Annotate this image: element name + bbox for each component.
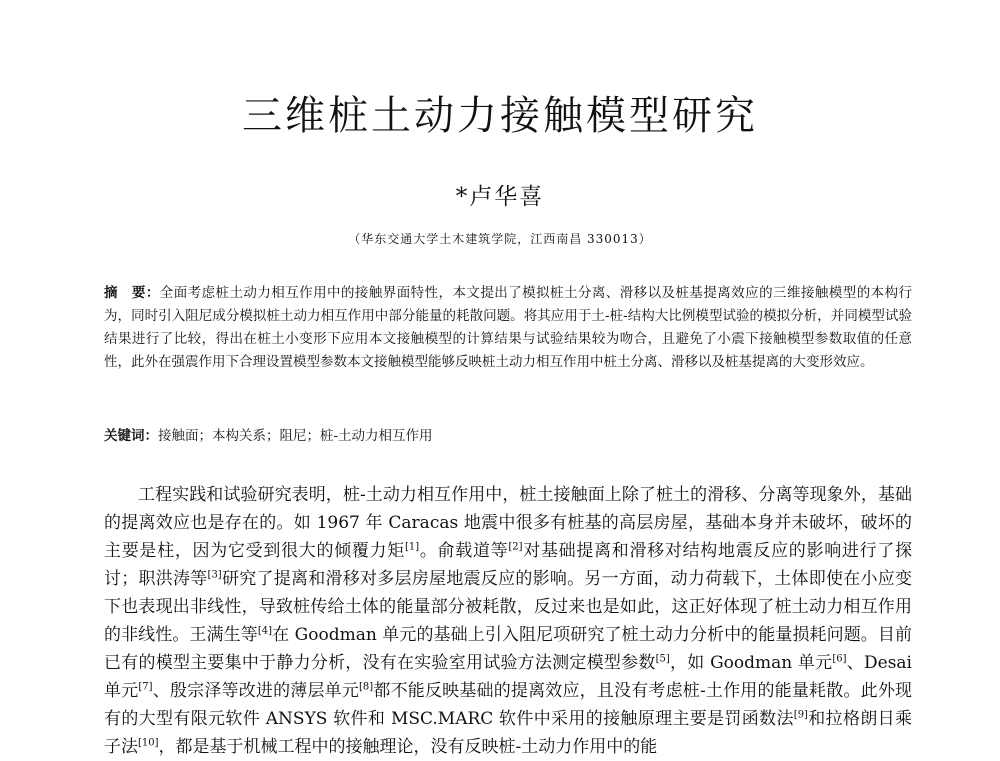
citation-ref: [6] xyxy=(832,653,847,665)
citation-ref: [5] xyxy=(655,653,670,665)
body-segment: 。俞载道等 xyxy=(419,541,509,561)
body-segment: ，如 Goodman 单元 xyxy=(669,653,833,673)
paper-title: 三维桩土动力接触模型研究 xyxy=(242,93,758,139)
keywords xyxy=(104,425,912,448)
body-segment: 和拉格朗日乘子法 xyxy=(104,709,912,757)
body-segment: 、Desai 单元 xyxy=(104,653,912,701)
citation-ref: [1] xyxy=(404,541,420,553)
citation-ref: [7] xyxy=(138,681,153,693)
citation-ref: [9] xyxy=(793,709,808,721)
citation-ref: [2] xyxy=(508,541,523,553)
body-segment: 对基础提离和滑移对结构地震反应的影响进行了探讨；职洪涛等 xyxy=(104,541,913,589)
intro-paragraph xyxy=(104,481,912,761)
body-segment: ，都是基于机械工程中的接触理论，没有反映桩-土动力作用中的能 xyxy=(158,737,658,757)
abstract-label: 摘 要： xyxy=(104,285,160,301)
author-affiliation: （华东交通大学土木建筑学院，江西南昌 330013） xyxy=(348,232,652,246)
citation-ref: [4] xyxy=(257,625,272,637)
abstract xyxy=(104,282,912,374)
abstract-text: 全面考虑桩土动力相互作用中的接触界面特性，本文提出了模拟桩土分离、滑移以及桩基提离效应的三维接触模型的本构行为，同时引入阻尼成分模拟桩土动力相互作用中部分能量的耗散问题。将其应用于土-桩-结构大比例模型试验的模拟分析，并同模型试验结果进行了比较，得出在桩土小变形下应用本文接触模型的计算结果与试验结果较为吻合，且避免了小震下接触模型参数取值的任意性，此外在强震作用下合理设置模型参数本文接触模型能够反映桩土动力相互作用中桩土分离、滑移以及桩基提离的大变形效应。 xyxy=(104,285,913,370)
body-segment: 都不能反映基础的提离效应，且没有考虑桩-土作用的能量耗散。此外现有的大型有限元软件 ANSYS 软件和 MSC.MARC 软件中采用的接触原理主要是罚函数法 xyxy=(104,681,913,729)
citation-ref: [8] xyxy=(359,681,374,693)
citation-ref: [3] xyxy=(207,569,222,581)
body-segment: 在 Goodman 单元的基础上引入阻尼项研究了桩土动力分析中的能量损耗问题。目前已有的模型主要集中于静力分析，没有在实验室用试验方法测定模型参数 xyxy=(104,625,912,673)
body-segment: 、殷宗泽等改进的薄层单元 xyxy=(152,681,360,701)
author-name: *卢华喜 xyxy=(455,184,545,210)
keywords-text: 接触面；本构关系；阻尼；桩-土动力相互作用 xyxy=(158,428,433,444)
citation-ref: [10] xyxy=(138,737,159,749)
body-segment: 研究了提离和滑移对多层房屋地震反应的影响。另一方面，动力荷载下，土体即使在小应变下也表现出非线性，导致桩传给土体的能量部分被耗散，反过来也是如此，这正好体现了桩土动力相互作用的非线性。王满生等 xyxy=(104,569,913,645)
keywords-label: 关键词： xyxy=(104,428,158,444)
body-segment: 工程实践和试验研究表明，桩-土动力相互作用中，桩土接触面上除了桩土的滑移、分离等现象外，基础的提离效应也是存在的。如 1967 年 Caracas 地震中很多有桩基的高层房屋，基础本身并未破坏，破坏的主要是柱，因为它受到很大的倾覆力矩 xyxy=(104,485,912,561)
